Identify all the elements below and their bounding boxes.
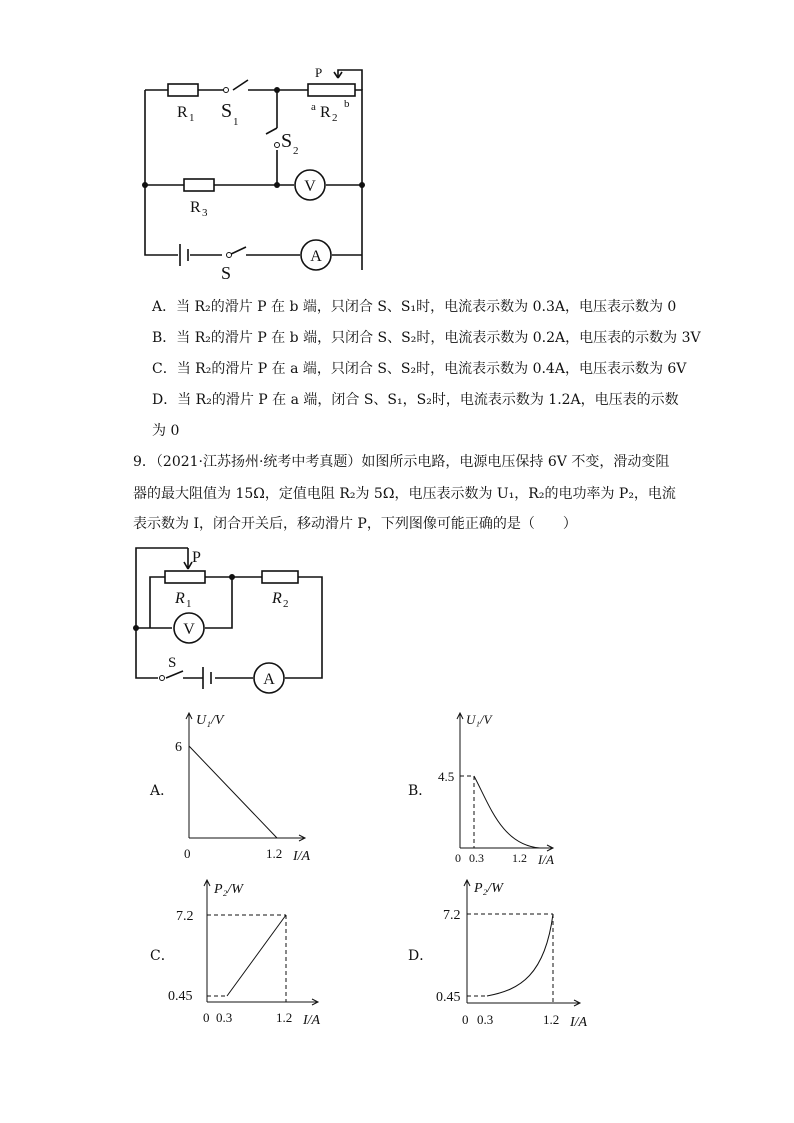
voltmeter-2-label: V: [183, 621, 195, 638]
svg-text:1: 1: [233, 116, 239, 128]
s2-label: S: [281, 130, 293, 152]
graph-b-xlabel: I/A: [538, 852, 554, 867]
option-b: B．当 R₂的滑片 P 在 b 端，只闭合 S、S₂时，电流表示数为 0.2A，电压表的示数为 3V: [152, 330, 701, 346]
graph-a-origin: 0: [184, 846, 191, 861]
r3-label: R: [190, 199, 201, 216]
graph-d-option: D．: [408, 948, 434, 964]
graph-b-x-tick-2: 1.2: [512, 851, 527, 865]
graph-a-xlabel: I/A: [293, 849, 311, 864]
s-label-2: S: [168, 655, 177, 671]
graph-d-curve: [487, 914, 553, 996]
option-a: A．当 R₂的滑片 P 在 b 端，只闭合 S、S₁时，电流表示数为 0.3A，电压表示数为 0: [152, 299, 677, 315]
graph-a-option: A．: [150, 783, 175, 799]
p-label-2: P: [192, 549, 201, 566]
graph-d-y-tick-2: 0.45: [436, 990, 461, 1005]
graph-c-x-tick-1: 0.3: [216, 1010, 233, 1025]
graph-c-y-tick-2: 0.45: [168, 989, 193, 1004]
graph-b-ylabel: U₁/V: [466, 712, 492, 727]
r1-label-2: R: [175, 590, 185, 607]
r2-label: R: [320, 104, 331, 121]
graph-a-ylabel: U₁/V: [196, 713, 224, 728]
graph-c-ylabel: P₂/W: [214, 882, 243, 897]
option-d: D．当 R₂的滑片 P 在 a 端，闭合 S、S₁，S₂时，电流表示数为 1.2A，电压表的示数: [152, 392, 679, 408]
svg-text:2: 2: [283, 598, 289, 610]
q9-line-3: 表示数为 I，闭合开关后，移动滑片 P，下列图像可能正确的是（ ）: [133, 516, 577, 532]
graph-b-origin: 0: [455, 851, 461, 865]
graph-c-y-tick-1: 7.2: [176, 909, 194, 924]
voltmeter-label: V: [304, 178, 316, 195]
q9-line-2: 器的最大阻值为 15Ω，定值电阻 R₂为 5Ω，电压表示数为 U₁，R₂的电功率为 P₂，电流: [133, 486, 676, 502]
graph-b-option: B．: [408, 783, 433, 799]
graph-c-xlabel: I/A: [303, 1013, 321, 1028]
svg-text:1: 1: [189, 112, 195, 124]
graph-c-origin: 0: [203, 1010, 210, 1025]
graph-d-x-tick-2: 1.2: [543, 1012, 560, 1027]
graph-d-xlabel: I/A: [570, 1015, 588, 1030]
p-label-1: P: [315, 65, 323, 80]
svg-text:b: b: [344, 98, 350, 110]
graph-d-x-tick-1: 0.3: [477, 1012, 494, 1027]
ammeter-label: A: [310, 248, 322, 265]
graph-c-option: C．: [150, 948, 175, 964]
graph-b-y-tick: 4.5: [438, 769, 455, 784]
graph-a-y-tick: 6: [175, 740, 182, 755]
svg-text:1: 1: [186, 598, 192, 610]
graph-b-x-tick-1: 0.3: [469, 851, 484, 865]
svg-text:2: 2: [293, 145, 299, 157]
option-d-continued: 为 0: [152, 423, 180, 439]
option-c: C．当 R₂的滑片 P 在 a 端，只闭合 S、S₂时，电流表示数为 0.4A，电压表示数为 6V: [152, 361, 687, 377]
ammeter-2-label: A: [263, 671, 275, 688]
graph-d-origin: 0: [462, 1012, 469, 1027]
r1-label: R: [177, 104, 188, 121]
r2-label-2: R: [272, 590, 282, 607]
graph-c-x-tick-2: 1.2: [276, 1010, 293, 1025]
svg-text:2: 2: [332, 112, 338, 124]
svg-text:a: a: [311, 101, 316, 113]
graph-a-x-tick: 1.2: [266, 846, 283, 861]
graph-d-ylabel: P₂/W: [474, 881, 503, 896]
svg-text:3: 3: [202, 207, 208, 219]
graph-d-y-tick-1: 7.2: [443, 908, 461, 923]
s1-label: S: [221, 100, 233, 122]
q9-line-1: 9．（2021·江苏扬州·统考中考真题）如图所示电路，电源电压保持 6V 不变，滑动变阻: [133, 454, 670, 470]
s-label: S: [221, 263, 232, 283]
